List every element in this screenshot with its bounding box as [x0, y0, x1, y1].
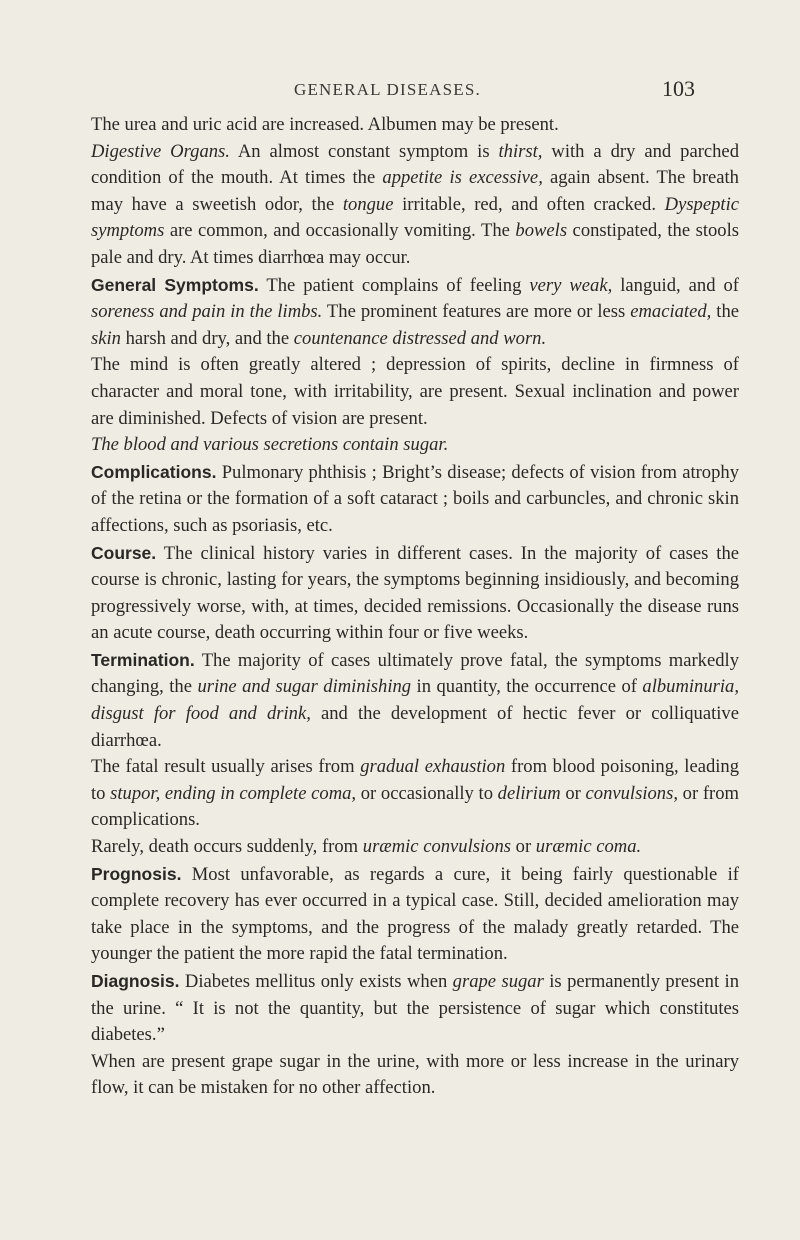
italic-text: bowels: [515, 220, 568, 242]
italic-text: gradual exhaustion: [360, 756, 506, 778]
text-run: and the development of hectic fever or colliquative diarrhœa.: [91, 703, 739, 751]
text-run: or occasionally to: [356, 782, 498, 804]
text-run: The majority of cases ultimately prove fatal, the symptoms markedly changing, the: [91, 649, 739, 698]
paragraph: [91, 139, 739, 272]
italic-text: very weak,: [529, 274, 613, 296]
text-run: Diabetes mellitus only exists when: [179, 971, 453, 992]
text-run: irritable, red, and often cracked.: [393, 193, 665, 215]
text-run: harsh and dry, and the: [120, 327, 294, 349]
italic-text: Dyspeptic symptoms: [91, 193, 739, 242]
text-run: or: [560, 782, 586, 804]
italic-text: delirium: [497, 782, 561, 804]
italic-text: Digestive Organs.: [91, 140, 230, 162]
paragraph: [91, 834, 739, 861]
paragraph: [91, 540, 739, 647]
paragraph: [91, 754, 739, 834]
italic-text: urine and sugar diminishing: [197, 676, 412, 698]
text-run: the: [711, 301, 739, 323]
italic-text: convulsions,: [585, 782, 678, 804]
text-run: The prominent features are more or less: [322, 301, 631, 323]
paragraph: [91, 272, 739, 353]
text-run: from blood poisoning, leading to: [91, 756, 740, 804]
paragraph: [91, 352, 739, 432]
text-run: Pulmonary phthisis ; Bright’s disease; defects of vision from atrophy of the retina or the formation of a soft cataract ; boils and carbuncles, and chronic skin affections, such as psoriasis, etc.: [91, 461, 739, 536]
italic-text: grape sugar: [452, 971, 544, 992]
paragraph: [91, 647, 739, 754]
paragraph: [91, 432, 739, 459]
italic-text: soreness and pain in the limbs.: [91, 301, 323, 323]
italic-text: appetite is excessive,: [382, 167, 543, 189]
italic-text: uræmic coma.: [535, 836, 642, 858]
paragraph: [91, 968, 739, 1049]
text-run: The clinical history varies in different cases. In the majority of cases the course is chronic, lasting for years, the symptoms beginning insidiously, and becoming progressively worse, with, at times, decided remissions. Occasionally the disease runs an acute course, death occurring within four or five weeks.: [91, 542, 739, 644]
text-run: An almost constant symptom is: [229, 140, 499, 162]
text-run: in quantity, the occurrence of: [411, 676, 643, 698]
italic-text: thirst,: [498, 140, 543, 162]
italic-text: The blood and various secretions contain sugar.: [91, 434, 449, 456]
text-run: The urea and uric acid are increased. Albumen may be present.: [91, 114, 559, 135]
text-run: with a dry and parched condition of the mouth. At times the: [91, 140, 739, 189]
section-heading: Complications.: [91, 461, 217, 482]
text-run: languid, and of: [612, 274, 739, 296]
italic-text: emaciated,: [630, 301, 712, 323]
paragraph: [91, 861, 739, 968]
paragraph: [91, 112, 739, 139]
italic-text: stupor, ending in complete coma,: [110, 782, 357, 804]
section-heading: General Symptoms.: [91, 274, 259, 295]
text-run: again absent. The breath may have a sweetish odor, the: [91, 167, 739, 215]
text-run: Rarely, death occurs suddenly, from: [91, 836, 363, 858]
paragraph: [91, 1049, 739, 1102]
text-run: The fatal result usually arises from: [91, 756, 361, 778]
section-heading: Prognosis.: [91, 863, 182, 884]
running-head: GENERAL DISEASES.: [294, 80, 481, 99]
italic-text: skin: [91, 327, 121, 349]
section-heading: Course.: [91, 542, 157, 563]
paragraph: [91, 459, 739, 540]
page-number: 103: [662, 76, 695, 101]
text-run: The patient complains of feeling: [258, 274, 530, 296]
italic-text: tongue: [342, 193, 394, 215]
italic-text: uræmic convulsions: [362, 836, 511, 858]
text-run: constipated, the stools pale and dry. At times diarrhœa may occur.: [91, 220, 739, 268]
italic-text: countenance distressed and worn.: [293, 327, 547, 349]
body-text: [91, 112, 739, 1102]
text-run: Most unfavorable, as regards a cure, it being fairly questionable if complete recovery has ever occurred in a typical case. Still, decided amelioration may take place in the symptoms, and the progress of the malady greatly retarded. The younger the patient the more rapid the fatal termination.: [91, 863, 739, 965]
text-run: or from complications.: [91, 782, 739, 831]
text-run: is permanently present in the urine. “ It is not the quantity, but the persistence of sugar which constitutes diabetes.”: [91, 971, 740, 1046]
page-header: [0, 76, 800, 106]
section-heading: Diagnosis.: [91, 971, 180, 991]
text-run: are common, and occasionally vomiting. The: [164, 220, 516, 242]
italic-text: albuminuria, disgust for food and drink,: [91, 676, 739, 725]
text-run: When are present grape sugar in the urine, with more or less increase in the urinary flow, it can be mistaken for no other affection.: [91, 1050, 739, 1099]
text-run: or: [511, 836, 536, 858]
text-run: The mind is often greatly altered ; depression of spirits, decline in firmness of character and moral tone, with irritability, are present. Sexual inclination and power are diminished. Defects of vision are present.: [91, 354, 739, 429]
section-heading: Termination.: [91, 649, 195, 670]
